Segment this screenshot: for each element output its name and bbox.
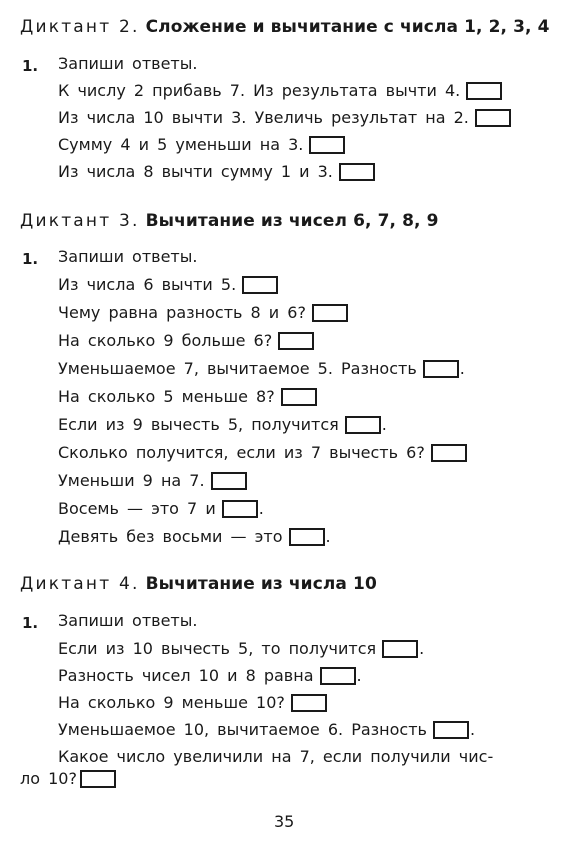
dictation-4-heading <box>20 574 377 594</box>
dictation-4-title: Вычитание из числа 10 <box>145 574 377 594</box>
dictation-2-task-number: 1. <box>22 57 39 75</box>
answer-box[interactable] <box>382 640 418 658</box>
dictation-3-line-10: Девять без восьми — это . <box>58 527 331 546</box>
dictation-3-line-3: На сколько 9 больше 6? <box>58 330 314 352</box>
dictation-2-label: Диктант 2. <box>20 17 140 37</box>
answer-box[interactable] <box>433 721 469 739</box>
dictation-2-line-3: Сумму 4 и 5 уменьши на 3. <box>58 134 345 156</box>
dictation-4-task-number: 1. <box>22 614 39 632</box>
dictation-3-line-5: На сколько 5 меньше 8? <box>58 386 317 408</box>
dictation-3-line-7: Сколько получится, если из 7 вычесть 6? <box>58 442 467 464</box>
dictation-4-line-1: Если из 10 вычесть 5, то получится . <box>58 639 425 658</box>
answer-box[interactable] <box>431 444 467 462</box>
dictation-3-line-4: Уменьшаемое 7, вычитаемое 5. Разность . <box>58 359 465 378</box>
answer-box[interactable] <box>278 332 314 350</box>
dictation-3-line-2: Чему равна разность 8 и 6? <box>58 302 348 324</box>
answer-box[interactable] <box>423 360 459 378</box>
answer-box[interactable] <box>281 388 317 406</box>
dictation-2-heading <box>20 17 550 37</box>
answer-box[interactable] <box>345 416 381 434</box>
dictation-3-heading <box>20 211 439 231</box>
dictation-2-task: Запиши ответы. <box>58 54 198 73</box>
answer-box[interactable] <box>222 500 258 518</box>
dictation-2-line-2: Из числа 10 вычти 3. Увеличь результат на 2. <box>58 107 511 129</box>
dictation-3-line-6: Если из 9 вычесть 5, получится . <box>58 415 387 434</box>
answer-box[interactable] <box>320 667 356 685</box>
dictation-3-task: Запиши ответы. <box>58 247 198 266</box>
answer-box[interactable] <box>211 472 247 490</box>
answer-box[interactable] <box>242 276 278 294</box>
dictation-4-label: Диктант 4. <box>20 574 140 594</box>
dictation-4-line-5: Какое число увеличили на 7, если получили чис- <box>58 747 494 766</box>
dictation-4-task: Запиши ответы. <box>58 611 198 630</box>
answer-box[interactable] <box>339 163 375 181</box>
answer-box[interactable] <box>80 770 116 788</box>
dictation-3-line-8: Уменьши 9 на 7. <box>58 470 247 492</box>
dictation-3-task-number: 1. <box>22 250 39 268</box>
answer-box[interactable] <box>312 304 348 322</box>
page-number: 35 <box>274 812 295 831</box>
dictation-3-line-9: Восемь — это 7 и . <box>58 499 264 518</box>
dictation-2-line-4: Из числа 8 вычти сумму 1 и 3. <box>58 161 375 183</box>
dictation-3-title: Вычитание из чисел 6, 7, 8, 9 <box>145 211 439 231</box>
answer-box[interactable] <box>289 528 325 546</box>
answer-box[interactable] <box>291 694 327 712</box>
dictation-3-line-1: Из числа 6 вычти 5. <box>58 274 278 296</box>
dictation-4-line-6: ло 10? <box>20 768 116 790</box>
dictation-2-title: Сложение и вычитание с числа 1, 2, 3, 4 <box>145 17 550 37</box>
dictation-2-line-1: К числу 2 прибавь 7. Из результата вычти 4. <box>58 80 502 102</box>
answer-box[interactable] <box>475 109 511 127</box>
dictation-3-label: Диктант 3. <box>20 211 140 231</box>
dictation-4-line-2: Разность чисел 10 и 8 равна . <box>58 666 362 685</box>
dictation-4-line-4: Уменьшаемое 10, вычитаемое 6. Разность . <box>58 720 476 739</box>
dictation-4-line-3: На сколько 9 меньше 10? <box>58 692 327 714</box>
answer-box[interactable] <box>309 136 345 154</box>
answer-box[interactable] <box>466 82 502 100</box>
